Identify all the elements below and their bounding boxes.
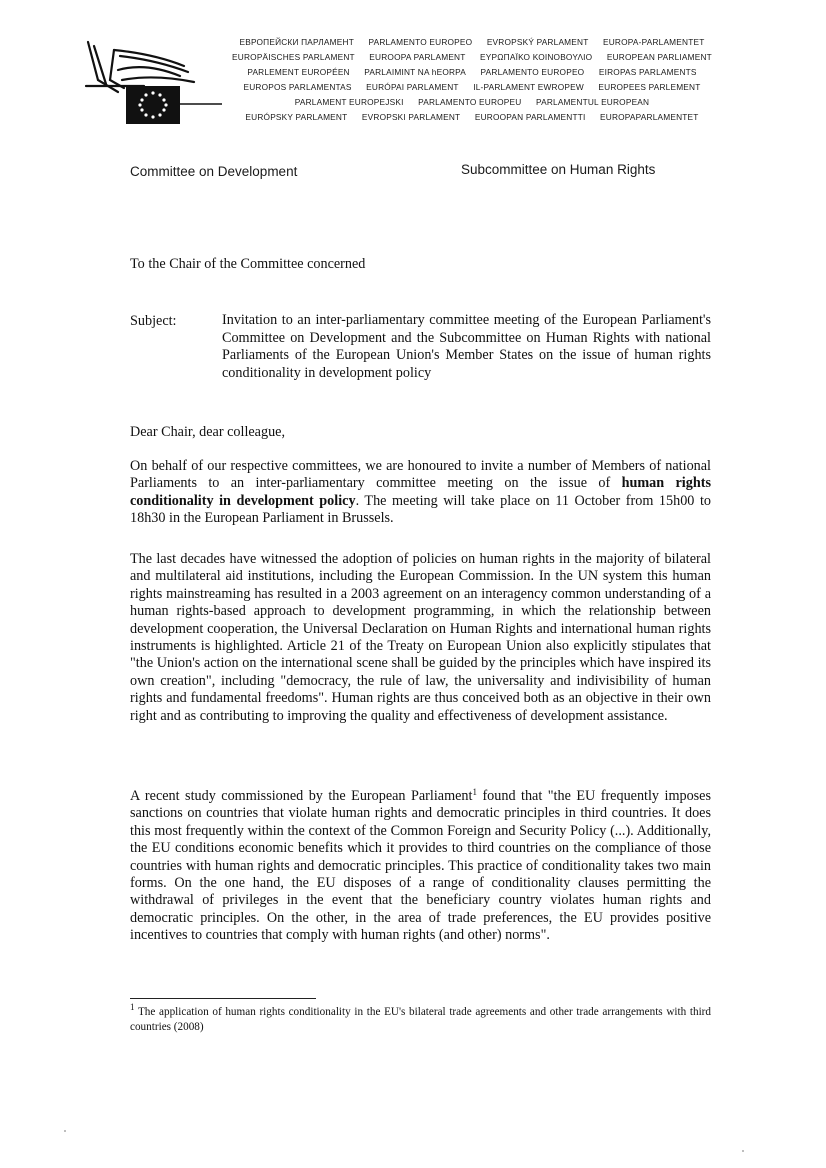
footnote-reference: 1 [472, 787, 477, 797]
salutation: Dear Chair, dear colleague, [130, 424, 286, 440]
paragraph-invitation: On behalf of our respective committees, we are honoured to invite a number of Members of national Parliaments to an inter-parliamentary committee meeting on the issue of human rights conditionality in development policy. The meeting will take place on 11 October from 15h00 to 18h30 in the European Parliament in Brussels. [130, 458, 711, 527]
language-row: EUROPÄISCHES PARLAMENT EUROOPA PARLAMENT ΕΥΡΩΠΑΪΚΟ ΚΟΙΝΟΒΟΥΛΙΟ EUROPEAN PARLIAMENT [232, 52, 712, 62]
language-row: PARLAMENT EUROPEJSKI PARLAMENTO EUROPEU PARLAMENTUL EUROPEAN [294, 97, 650, 107]
addressee: To the Chair of the Committee concerned [130, 256, 366, 272]
paragraph-study: A recent study commissioned by the European Parliament$^1$ found that "the EU frequently imposes sanctions on countries that violate human rights and democratic principles in third countries. It does this most frequently within the context of the Common Foreign and Security Policy (...). Additionally, the EU conditions economic benefits which it provides to third countries on the compliance of those countries with human rights and democratic principles. This practice of conditionality takes two main forms. On the one hand, the EU disposes of a range of conditionality clauses permitting the withdrawal of privileges in the event that the beneficiary country violates human rights and democratic principles. On the other, in the area of trade preferences, the EU provides positive incentives to countries that comply with human rights (and other) norms". [130, 787, 712, 944]
language-row: EURÓPSKY PARLAMENT EVROPSKI PARLAMENT EUROOPAN PARLAMENTTI EUROPAPARLAMENTET [245, 112, 699, 122]
subcommittee-human-rights: Subcommittee on Human Rights [461, 162, 656, 177]
footnote: $^1$ The application of human rights conditionality in the EU's bilateral trade agreements and other trade arrangements with third countries (2008) [130, 1002, 711, 1033]
footnote-marker: 1 [130, 1002, 135, 1012]
scan-speck [742, 1150, 744, 1152]
footnote-divider [130, 998, 316, 999]
language-row: ЕВРОПЕЙСКИ ПАРЛАМЕНТ PARLAMENTO EUROPEO EVROPSKÝ PARLAMENT EUROPA-PARLAMENTET [239, 37, 705, 47]
bold-topic: human rights conditionality in development policy [130, 475, 711, 509]
paragraph-background: The last decades have witnessed the adoption of policies on human rights in the majority of bilateral and multilateral aid institutions, including the European Commission. In the UN system this human rights mainstreaming has resulted in a 2003 agreement on an interagency common understanding of a human rights-based approach to development programming, in which the relationship between development cooperation, the Universal Declaration on Human Rights and international human rights instruments is highlighted. Article 21 of the Treaty on European Union also explicitly stipulates that "the Union's action on the international scene shall be guided by the principles which have inspired its own creation", including "democracy, the rule of law, the universality and indivisibility of human rights and fundamental freedoms". Human rights are thus conceived both as an objective in their own right and as contributing to improving the quality and effectiveness of development assistance. [130, 551, 711, 724]
language-row: EUROPOS PARLAMENTAS EURÓPAI PARLAMENT IL-PARLAMENT EWROPEW EUROPEES PARLEMENT [243, 82, 701, 92]
european-parliament-logo [84, 40, 224, 130]
language-row: PARLEMENT EUROPÉEN PARLAIMINT NA hEORPA PARLAMENTO EUROPEO EIROPAS PARLAMENTS [247, 67, 697, 77]
subject-label: Subject: [130, 313, 177, 329]
scan-speck [64, 1130, 66, 1132]
subject-text: Invitation to an inter-parliamentary committee meeting of the European Parliament's Committee on Development and the Subcommittee on Human Rights with national Parliaments of the European Union's Member States on the issue of human rights conditionality in development policy [222, 312, 711, 381]
committee-development: Committee on Development [130, 164, 298, 179]
